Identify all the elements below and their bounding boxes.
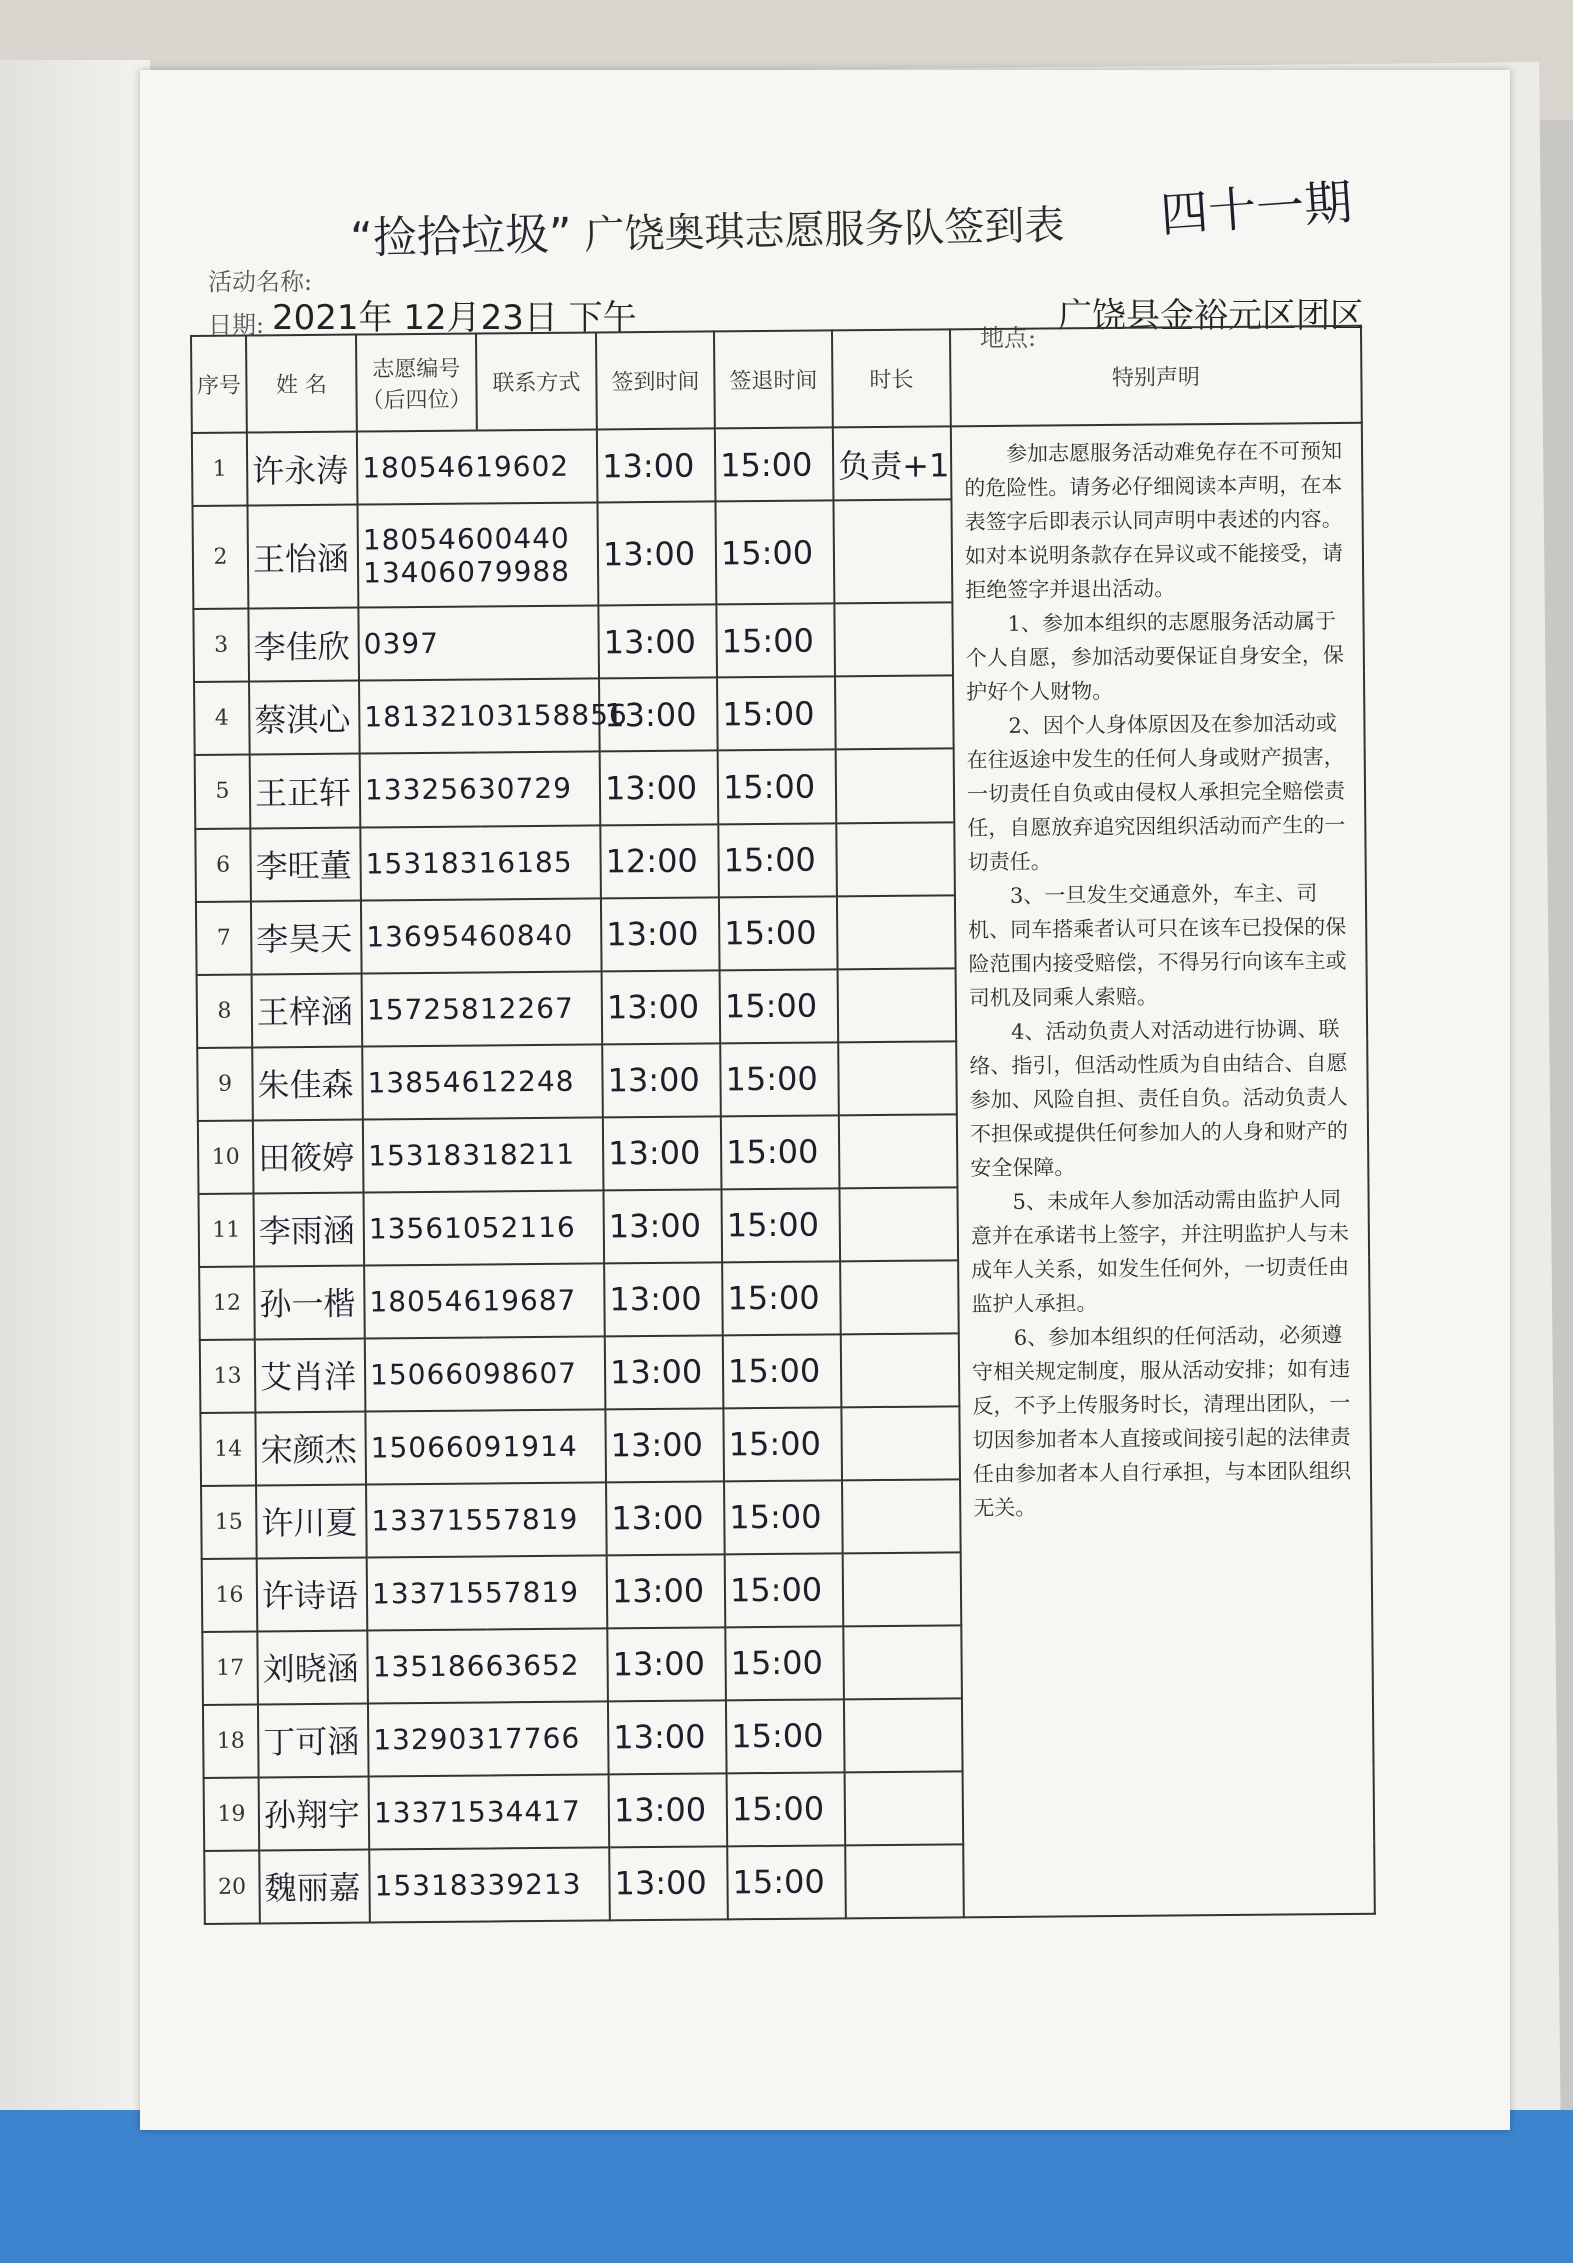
activity-label: 活动名称: bbox=[208, 268, 313, 296]
row-volunteer-id-contact: 13561052116 bbox=[363, 1190, 604, 1265]
row-volunteer-id-contact: 18054600440 13406079988 bbox=[357, 502, 598, 608]
row-duration: 负责+1 bbox=[833, 426, 952, 500]
row-name: 田筱婷 bbox=[253, 1119, 364, 1193]
row-name: 孙一楷 bbox=[254, 1265, 365, 1339]
row-name: 魏丽嘉 bbox=[259, 1849, 370, 1923]
row-sign-in-time: 13:00 bbox=[597, 428, 716, 502]
row-duration bbox=[844, 1698, 963, 1772]
header-index: 序号 bbox=[191, 336, 247, 433]
title-printed: 广饶奥琪志愿服务队签到表 bbox=[583, 202, 1065, 259]
row-name: 王梓涵 bbox=[252, 973, 363, 1047]
row-duration bbox=[842, 1479, 961, 1553]
row-index: 17 bbox=[202, 1631, 258, 1704]
statement-paragraph: 3、一旦发生交通意外，车主、司机、同车搭乘者认可只在该车已投保的保险范围内接受赔偿，不得另行向该车主或司机及同乘人索赔。 bbox=[968, 881, 1347, 1011]
row-index: 10 bbox=[198, 1120, 254, 1193]
row-duration bbox=[835, 676, 954, 750]
row-index: 4 bbox=[194, 682, 250, 755]
row-volunteer-id-contact: 13695460840 bbox=[361, 898, 602, 973]
row-volunteer-id-contact: 13371557819 bbox=[367, 1555, 608, 1630]
header-sign-out: 签退时间 bbox=[714, 330, 833, 428]
row-volunteer-id-contact: 0397 bbox=[358, 606, 599, 681]
row-sign-in-time: 13:00 bbox=[606, 1481, 725, 1555]
statement-paragraph: 参加志愿服务活动难免存在不可预知的危险性。请务必仔细阅读本声明，在本表签字后即表示认同声明中表述的内容。如对本说明条款存在异议或不能接受，请拒绝签字并退出活动。 bbox=[964, 438, 1344, 603]
row-volunteer-id-contact: 15318318211 bbox=[363, 1117, 604, 1192]
blue-folder bbox=[0, 2110, 1573, 2263]
header-statement: 特别声明 bbox=[950, 326, 1362, 427]
row-volunteer-id-contact: 13854612248 bbox=[362, 1044, 603, 1119]
row-duration bbox=[843, 1625, 962, 1699]
row-sign-in-time: 13:00 bbox=[604, 1262, 723, 1336]
row-name: 李佳欣 bbox=[248, 608, 359, 682]
row-sign-out-time: 15:00 bbox=[720, 969, 839, 1043]
row-sign-out-time: 15:00 bbox=[719, 896, 838, 970]
row-sign-out-time: 15:00 bbox=[725, 1626, 844, 1700]
row-duration bbox=[843, 1552, 962, 1626]
date-value: 2021年 12月23日 下午 bbox=[272, 298, 637, 338]
row-sign-in-time: 13:00 bbox=[602, 1043, 721, 1117]
row-sign-out-time: 15:00 bbox=[717, 677, 836, 751]
header-name: 姓 名 bbox=[246, 335, 357, 433]
row-name: 朱佳森 bbox=[252, 1046, 363, 1120]
location-label: 地点: bbox=[980, 324, 1037, 352]
sign-in-table bbox=[190, 325, 1376, 1925]
title-handwritten: “捡拾垃圾” bbox=[349, 208, 573, 265]
row-name: 李昊天 bbox=[251, 900, 362, 974]
row-duration bbox=[841, 1333, 960, 1407]
row-duration bbox=[836, 749, 955, 823]
row-volunteer-id-contact: 18132103158856 bbox=[359, 679, 600, 754]
row-index: 20 bbox=[204, 1850, 260, 1924]
table-row bbox=[192, 423, 1363, 506]
row-sign-in-time: 13:00 bbox=[608, 1700, 727, 1774]
row-duration bbox=[840, 1260, 959, 1334]
row-sign-in-time: 13:00 bbox=[600, 751, 719, 825]
row-sign-out-time: 15:00 bbox=[726, 1699, 845, 1773]
row-name: 孙翔宇 bbox=[259, 1776, 370, 1850]
row-sign-out-time: 15:00 bbox=[727, 1845, 846, 1919]
header-duration: 时长 bbox=[832, 329, 951, 427]
row-name: 刘晓涵 bbox=[257, 1630, 368, 1704]
row-name: 王怡涵 bbox=[247, 505, 358, 609]
row-sign-out-time: 15:00 bbox=[724, 1480, 843, 1554]
row-name: 宋颜杰 bbox=[255, 1411, 366, 1485]
row-sign-out-time: 15:00 bbox=[715, 427, 834, 501]
row-index: 14 bbox=[200, 1412, 256, 1485]
row-duration bbox=[833, 499, 952, 603]
statement-paragraph: 1、参加本组织的志愿服务活动属于个人自愿，参加活动要保证自身安全，保护好个人财物。 bbox=[965, 609, 1344, 705]
row-index: 3 bbox=[193, 609, 249, 682]
row-name: 李旺董 bbox=[250, 827, 361, 901]
row-sign-in-time: 13:00 bbox=[602, 970, 721, 1044]
header-sign-in: 签到时间 bbox=[596, 331, 715, 429]
row-index: 6 bbox=[195, 828, 251, 901]
row-duration bbox=[837, 895, 956, 969]
statement-paragraph: 2、因个人身体原因及在参加活动或在往返途中发生的任何人身或财产损害，一切责任自负或由侵权人承担完全赔偿责任，自愿放弃追究因组织活动而产生的一切责任。 bbox=[966, 711, 1346, 875]
row-sign-in-time: 13:00 bbox=[603, 1116, 722, 1190]
row-sign-out-time: 15:00 bbox=[721, 1188, 840, 1262]
row-index: 1 bbox=[192, 433, 248, 506]
row-index: 18 bbox=[203, 1704, 259, 1777]
row-duration bbox=[841, 1406, 960, 1480]
row-duration bbox=[838, 1041, 957, 1115]
statement-paragraph: 5、未成年人参加活动需由监护人同意并在承诺书上签字，并注明监护人与未成年人关系，如发生任何外，一切责任由监护人承担。 bbox=[970, 1186, 1350, 1317]
row-name: 丁可涵 bbox=[258, 1703, 369, 1777]
row-volunteer-id-contact: 13290317766 bbox=[368, 1701, 609, 1776]
row-volunteer-id-contact: 13325630729 bbox=[360, 752, 601, 827]
row-volunteer-id-contact: 13518663652 bbox=[367, 1628, 608, 1703]
row-volunteer-id-contact: 15066098607 bbox=[365, 1336, 606, 1411]
row-index: 15 bbox=[201, 1485, 257, 1558]
row-sign-in-time: 13:00 bbox=[607, 1627, 726, 1701]
header-volunteer-id: 志愿编号（后四位） bbox=[356, 334, 477, 432]
row-sign-in-time: 13:00 bbox=[605, 1408, 724, 1482]
row-sign-out-time: 15:00 bbox=[720, 1042, 839, 1116]
row-sign-out-time: 15:00 bbox=[723, 1407, 842, 1481]
row-sign-in-time: 13:00 bbox=[605, 1335, 724, 1409]
row-sign-in-time: 13:00 bbox=[607, 1554, 726, 1628]
row-sign-out-time: 15:00 bbox=[725, 1553, 844, 1627]
row-sign-in-time: 13:00 bbox=[598, 605, 717, 679]
row-volunteer-id-contact: 18054619687 bbox=[364, 1263, 605, 1338]
period-note: 四十一期 bbox=[1158, 174, 1355, 244]
row-volunteer-id-contact: 18054619602 bbox=[357, 429, 598, 504]
row-index: 2 bbox=[192, 506, 248, 610]
row-sign-in-time: 13:00 bbox=[609, 1846, 728, 1920]
row-index: 9 bbox=[197, 1047, 253, 1120]
row-name: 许川夏 bbox=[256, 1484, 367, 1558]
left-page-fold bbox=[0, 60, 150, 2140]
row-sign-out-time: 15:00 bbox=[716, 604, 835, 678]
row-index: 11 bbox=[198, 1193, 254, 1266]
row-sign-out-time: 15:00 bbox=[715, 500, 834, 604]
row-duration bbox=[839, 1187, 958, 1261]
row-name: 王正轩 bbox=[250, 754, 361, 828]
row-sign-in-time: 13:00 bbox=[597, 501, 716, 605]
row-sign-in-time: 13:00 bbox=[601, 897, 720, 971]
row-sign-out-time: 15:00 bbox=[727, 1772, 846, 1846]
date-label: 日期: bbox=[208, 311, 265, 339]
special-statement bbox=[951, 423, 1375, 1918]
row-volunteer-id-contact: 15318316185 bbox=[360, 825, 601, 900]
row-sign-out-time: 15:00 bbox=[718, 750, 837, 824]
row-sign-in-time: 13:00 bbox=[599, 678, 718, 752]
row-name: 蔡淇心 bbox=[249, 681, 360, 755]
row-sign-in-time: 12:00 bbox=[600, 824, 719, 898]
row-name: 李雨涵 bbox=[253, 1192, 364, 1266]
row-index: 19 bbox=[204, 1777, 260, 1850]
row-index: 5 bbox=[195, 755, 251, 828]
row-volunteer-id-contact: 15066091914 bbox=[365, 1409, 606, 1484]
row-sign-out-time: 15:00 bbox=[722, 1261, 841, 1335]
row-index: 8 bbox=[197, 974, 253, 1047]
row-volunteer-id-contact: 15318339213 bbox=[369, 1847, 610, 1922]
row-name: 许永涛 bbox=[247, 432, 358, 506]
row-sign-in-time: 13:00 bbox=[609, 1773, 728, 1847]
header-contact: 联系方式 bbox=[476, 332, 597, 430]
statement-paragraph: 4、活动负责人对活动进行协调、联络、指引，但活动性质为自由结合、自愿参加、风险自担、责任自负。活动负责人不担保或提供任何参加人的人身和财产的安全保障。 bbox=[969, 1016, 1349, 1181]
row-sign-out-time: 15:00 bbox=[721, 1115, 840, 1189]
row-index: 12 bbox=[199, 1266, 255, 1339]
row-volunteer-id-contact: 13371534417 bbox=[369, 1774, 610, 1849]
row-volunteer-id-contact: 13371557819 bbox=[366, 1482, 607, 1557]
location-value: 广饶县金裕元区团区 bbox=[1058, 296, 1364, 336]
row-duration bbox=[838, 968, 957, 1042]
row-duration bbox=[834, 603, 953, 677]
row-duration bbox=[836, 822, 955, 896]
row-sign-out-time: 15:00 bbox=[723, 1334, 842, 1408]
row-volunteer-id-contact: 15725812267 bbox=[362, 971, 603, 1046]
statement-paragraph: 6、参加本组织的任何活动，必须遵守相关规定制度，服从活动安排；如有违反，不予上传服务时长，清理出团队，一切因参加者本人直接或间接引起的法律责任由参加者本人自行承担，与本团队组织无关。 bbox=[971, 1322, 1352, 1521]
table-header-row bbox=[191, 326, 1362, 433]
row-duration bbox=[845, 1844, 964, 1918]
row-name: 许诗语 bbox=[257, 1557, 368, 1631]
row-index: 13 bbox=[200, 1339, 256, 1412]
row-index: 7 bbox=[196, 901, 252, 974]
row-index: 16 bbox=[202, 1558, 258, 1631]
row-duration bbox=[839, 1114, 958, 1188]
row-sign-out-time: 15:00 bbox=[718, 823, 837, 897]
row-sign-in-time: 13:00 bbox=[603, 1189, 722, 1263]
row-name: 艾肖洋 bbox=[255, 1338, 366, 1412]
row-duration bbox=[845, 1771, 964, 1845]
